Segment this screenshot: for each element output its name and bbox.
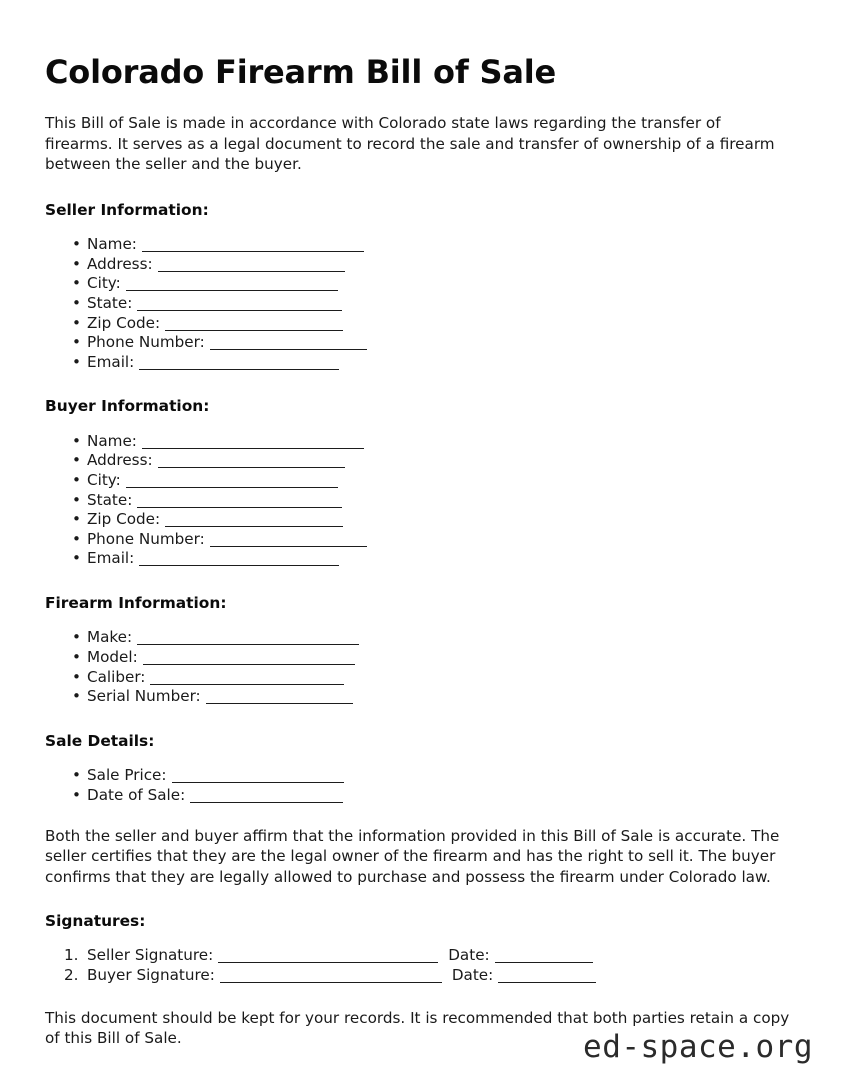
- seller-field-label: Phone Number:: [87, 333, 205, 352]
- seller-field-blank[interactable]: [158, 259, 345, 272]
- bullet-icon: •: [72, 490, 81, 509]
- closing-paragraph: This document should be kept for your records. It is recommended that both parties retain a copy of this Bill of Sale.: [45, 1008, 790, 1048]
- buyer-field-blank[interactable]: [126, 475, 338, 488]
- buyer-field-blank[interactable]: [139, 553, 339, 566]
- bullet-icon: •: [72, 274, 81, 293]
- bullet-icon: •: [72, 766, 81, 785]
- list-number: 1.: [64, 946, 79, 965]
- section-heading-signatures: Signatures:: [45, 912, 146, 930]
- buyer-field-label: Email:: [87, 549, 135, 568]
- list-item: [45, 510, 797, 530]
- buyer-field-blank[interactable]: [137, 495, 342, 508]
- buyer-field-blank[interactable]: [158, 455, 345, 468]
- list-item: [45, 966, 797, 986]
- firearm-field-blank[interactable]: [137, 632, 359, 645]
- seller-field-label: Address:: [87, 254, 153, 273]
- seller-field-list: [45, 219, 797, 372]
- bullet-icon: •: [72, 235, 81, 254]
- bullet-icon: •: [72, 293, 81, 312]
- buyer-field-label: Phone Number:: [87, 529, 205, 548]
- list-item: [45, 786, 797, 806]
- buyer-field-label: State:: [87, 490, 133, 509]
- seller-field-label: Email:: [87, 352, 135, 371]
- date-blank[interactable]: [498, 970, 596, 983]
- firearm-field-label: Make:: [87, 628, 133, 647]
- section-heading-sale-details: Sale Details:: [45, 731, 155, 750]
- list-item: [45, 766, 797, 786]
- bullet-icon: •: [72, 549, 81, 568]
- buyer-field-blank[interactable]: [165, 514, 343, 527]
- list-item: [45, 294, 797, 314]
- firearm-field-blank[interactable]: [150, 672, 344, 685]
- document-page: [45, 0, 797, 1049]
- seller-field-label: State:: [87, 293, 133, 312]
- signature-blank[interactable]: [220, 970, 442, 983]
- list-item: [45, 549, 797, 569]
- bullet-icon: •: [72, 529, 81, 548]
- signature-blank[interactable]: [218, 950, 438, 963]
- bullet-icon: •: [72, 313, 81, 332]
- list-item: [45, 314, 797, 334]
- watermark: ed-space.org: [583, 1029, 813, 1065]
- date-label: Date:: [451, 966, 494, 985]
- list-item: [45, 946, 797, 966]
- sale-details-field-label: Date of Sale:: [87, 785, 186, 804]
- bullet-icon: •: [72, 667, 81, 686]
- firearm-field-list: [45, 612, 797, 706]
- bullet-icon: •: [72, 333, 81, 352]
- list-item: [45, 687, 797, 707]
- seller-field-label: Zip Code:: [87, 313, 161, 332]
- intro-paragraph: This Bill of Sale is made in accordance with Colorado state laws regarding the transfer of firearms. It serves as a legal document to record the sale and transfer of ownership of a firearm between the seller and the buyer.: [45, 114, 775, 174]
- list-number: 2.: [64, 966, 79, 985]
- bullet-icon: •: [72, 648, 81, 667]
- list-item: [45, 255, 797, 275]
- list-item: [45, 274, 797, 294]
- buyer-field-label: City:: [87, 471, 121, 489]
- signature-list: [45, 930, 797, 985]
- bullet-icon: •: [72, 431, 81, 450]
- list-item: [45, 471, 797, 491]
- sale-details-field-list: [45, 750, 797, 805]
- firearm-field-blank[interactable]: [206, 691, 353, 704]
- firearm-field-blank[interactable]: [143, 652, 355, 665]
- list-item: [45, 333, 797, 353]
- firearm-field-label: Model:: [87, 648, 138, 667]
- section-heading-buyer: Buyer Information:: [45, 397, 210, 416]
- bullet-icon: •: [72, 687, 81, 706]
- sale-details-field-blank[interactable]: [172, 770, 344, 783]
- list-item: [45, 432, 797, 452]
- bullet-icon: •: [72, 471, 81, 489]
- sale-details-field-blank[interactable]: [190, 790, 343, 803]
- buyer-field-blank[interactable]: [210, 534, 367, 547]
- bullet-icon: •: [72, 451, 81, 470]
- sale-details-field-label: Sale Price:: [87, 766, 167, 785]
- buyer-field-blank[interactable]: [142, 436, 364, 449]
- list-item: [45, 648, 797, 668]
- seller-field-blank[interactable]: [210, 337, 367, 350]
- bullet-icon: •: [72, 352, 81, 371]
- firearm-field-label: Serial Number:: [87, 687, 201, 706]
- buyer-field-label: Address:: [87, 451, 153, 470]
- bullet-icon: •: [72, 785, 81, 804]
- section-heading-firearm: Firearm Information:: [45, 593, 227, 612]
- buyer-field-label: Name:: [87, 431, 137, 450]
- bullet-icon: •: [72, 254, 81, 273]
- date-blank[interactable]: [495, 950, 593, 963]
- list-item: [45, 628, 797, 648]
- buyer-field-list: [45, 416, 797, 569]
- list-item: [45, 668, 797, 688]
- list-item: [45, 353, 797, 373]
- bullet-icon: •: [72, 628, 81, 647]
- affirmation-paragraph: Both the seller and buyer affirm that the information provided in this Bill of Sale is accurate. The seller certifies that they are the legal owner of the firearm and has the right to sell it. The buyer confirms that they are legally allowed to purchase and possess the firearm under Colorado law.: [45, 826, 780, 886]
- seller-field-label: Name:: [87, 235, 137, 254]
- list-item: [45, 235, 797, 255]
- buyer-field-label: Zip Code:: [87, 510, 161, 529]
- bullet-icon: •: [72, 510, 81, 529]
- signature-label: Seller Signature:: [87, 946, 214, 965]
- seller-field-blank[interactable]: [139, 357, 339, 370]
- list-item: [45, 491, 797, 511]
- seller-field-blank[interactable]: [165, 318, 343, 331]
- page-title: Colorado Firearm Bill of Sale: [45, 53, 556, 91]
- list-item: [45, 530, 797, 550]
- signature-label: Buyer Signature:: [87, 966, 215, 985]
- seller-field-blank[interactable]: [126, 278, 338, 291]
- seller-field-label: City:: [87, 274, 121, 293]
- list-item: [45, 451, 797, 471]
- seller-field-blank[interactable]: [137, 298, 342, 311]
- firearm-field-label: Caliber:: [87, 667, 146, 686]
- section-heading-seller: Seller Information:: [45, 200, 209, 219]
- seller-field-blank[interactable]: [142, 239, 364, 252]
- date-label: Date:: [448, 946, 490, 965]
